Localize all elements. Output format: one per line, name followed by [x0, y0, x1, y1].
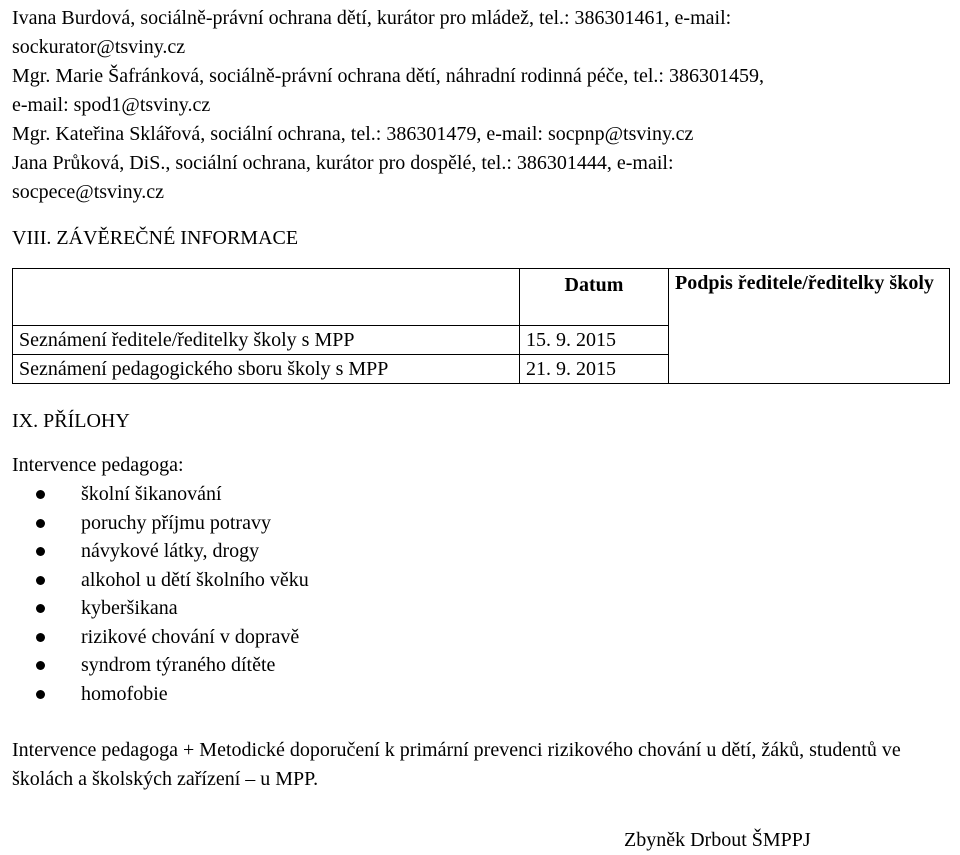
list-item-text: školní šikanování — [81, 483, 222, 505]
list-item-text: alkohol u dětí školního věku — [81, 568, 309, 591]
table-header-signature: Podpis ředitele/ředitelky školy — [669, 269, 950, 384]
methodical-paragraph: Intervence pedagoga + Metodické doporučení k primární prevenci rizikového chování u dětí, žáků, studentů ve školách a školských zařízení – u MPP. — [12, 739, 901, 790]
bullet-icon — [36, 547, 45, 556]
list-item — [12, 537, 952, 566]
final-info-table — [12, 268, 950, 384]
list-item — [12, 594, 952, 623]
list-item-text: homofobie — [81, 682, 168, 705]
table-header-date: Datum — [520, 269, 669, 326]
list-item-text: kyberšikana — [81, 597, 178, 619]
contact-line: Mgr. Kateřina Sklářová, sociální ochrana, tel.: 386301479, e-mail: socpnp@tsviny.cz — [12, 123, 694, 145]
bullet-icon — [36, 661, 45, 670]
contact-line: socpece@tsviny.cz — [12, 181, 165, 203]
section-heading-viii: VIII. ZÁVĚREČNÉ INFORMACE — [12, 227, 299, 249]
table-cell-label: Seznámení ředitele/ředitelky školy s MPP — [13, 326, 520, 355]
contact-line: sockurator@tsviny.cz — [12, 36, 186, 58]
bullet-icon — [36, 604, 45, 613]
list-item — [12, 680, 952, 709]
contact-line: Mgr. Marie Šafránková, sociálně-právní ochrana dětí, náhradní rodinná péče, tel.: 386301459, — [12, 65, 764, 87]
contact-line: Jana Průková, DiS., sociální ochrana, kurátor pro dospělé, tel.: 386301444, e-mail: — [12, 152, 674, 174]
document-page — [12, 0, 952, 794]
intervention-list — [12, 480, 952, 708]
bullet-icon — [36, 690, 45, 699]
bullet-icon — [36, 633, 45, 642]
intervention-intro: Intervence pedagoga: — [12, 454, 184, 476]
table-header-empty — [13, 269, 520, 326]
bullet-icon — [36, 576, 45, 585]
list-item — [12, 566, 952, 595]
list-item-text: syndrom týraného dítěte — [81, 654, 276, 676]
list-item — [12, 623, 952, 652]
list-item — [12, 480, 952, 509]
list-item — [12, 509, 952, 538]
bullet-icon — [36, 490, 45, 499]
contact-line: Ivana Burdová, sociálně-právní ochrana dětí, kurátor pro mládež, tel.: 386301461, e-mail: — [12, 7, 732, 29]
list-item-text: návykové látky, drogy — [81, 540, 260, 562]
table-cell-label: Seznámení pedagogického sboru školy s MPP — [13, 355, 520, 384]
table-cell-date: 15. 9. 2015 — [520, 326, 669, 355]
table-header-row — [13, 269, 950, 326]
bullet-icon — [36, 519, 45, 528]
contact-line: e-mail: spod1@tsviny.cz — [12, 94, 211, 116]
author-signature: Zbyněk Drbout ŠMPPJ — [624, 829, 811, 851]
list-item — [12, 651, 952, 680]
list-item-text: rizikové chování v dopravě — [81, 625, 300, 648]
table-cell-date: 21. 9. 2015 — [520, 355, 669, 384]
section-heading-ix: IX. PŘÍLOHY — [12, 410, 130, 432]
list-item-text: poruchy příjmu potravy — [81, 511, 271, 534]
